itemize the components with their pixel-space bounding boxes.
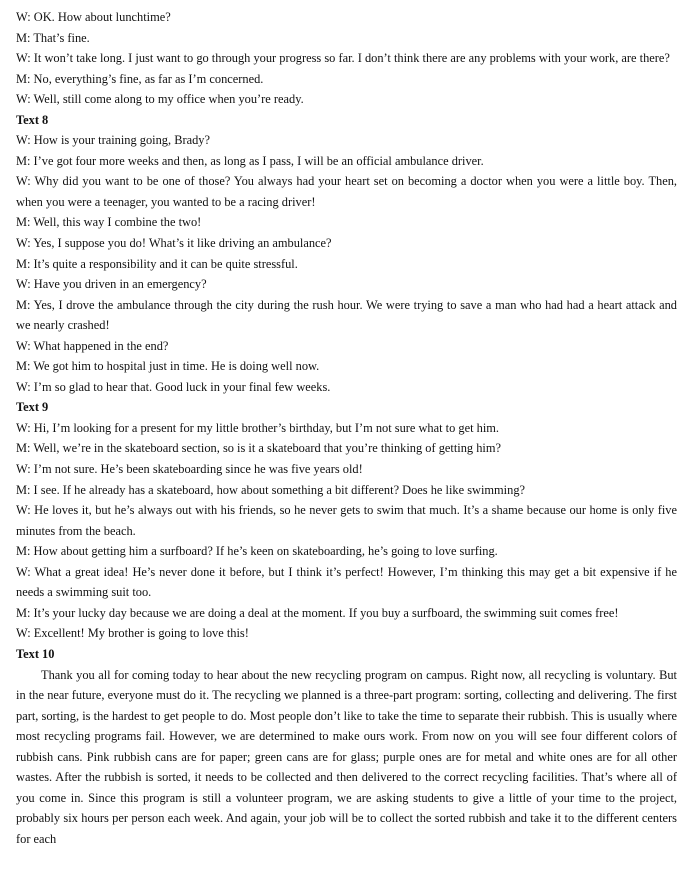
dialogue-line: W: Well, still come along to my office when you’re ready. [16,92,304,107]
dialogue-line: W: Hi, I’m looking for a present for my little brother’s birthday, but I’m not sure what to get him. [16,420,500,435]
monologue-paragraph: Thank you all for coming today to hear about the new recycling program on campus. Right now, all recycling is voluntary. But in the near future, everyone must do it. The recycling we planned is a three-part program: sorting, collecting and delivering. The first part, sorting, is the hardest to get people to do. Most people don’t like to take the time to separate their rubbish. This is usually where most recycling programs fail. However, we are determined to make ours work. From now on you will see four different colors of rubbish cans. Pink rubbish cans are for paper; green cans are for glass; purple ones are for metal and white ones are for all other wastes. After the rubbish is sorted, it needs to be collected and then delivered to the correct recycling facilities. That’s where all of you come in. Since this program is still a volunteer program, we are asking students to give a little of your time to the project, probably six hours per person each week. And again, your job will be to collect the sorted rubbish and take it to the different centers for each [16,667,677,846]
dialogue-line: W: What a great idea! He’s never done it before, but I think it’s perfect! However, I’m thinking this may get a bit expensive if he needs a swimming suit too. [16,564,677,600]
dialogue-line: W: It won’t take long. I just want to go through your progress so far. I don’t think there are any problems with your work, are there? [16,51,670,66]
dialogue-line: W: Have you driven in an emergency? [16,277,207,292]
dialogue-line: W: How is your training going, Brady? [16,133,210,148]
dialogue-line: M: Well, we’re in the skateboard section, so is it a skateboard that you’re thinking of getting him? [16,441,501,456]
dialogue-line: M: That’s fine. [16,30,90,45]
dialogue-line: W: Why did you want to be one of those? You always had your heart set on becoming a doctor when you were a little boy. Then, when you were a teenager, you wanted to be a racing driver! [16,174,677,209]
dialogue-line: M: Yes, I drove the ambulance through the city during the rush hour. We were trying to save a man who had had a heart attack and we nearly crashed! [16,297,677,333]
section-heading: Text 8 [16,112,49,127]
text-9-section [16,397,677,644]
dialogue-line: M: It’s your lucky day because we are doing a deal at the moment. If you buy a surfboard, the swimming suit comes free! [16,605,619,620]
dialogue-line: W: What happened in the end? [16,338,169,353]
dialogue-line: W: Excellent! My brother is going to love this! [16,626,249,641]
section-heading: Text 9 [16,400,49,415]
text-7-ending [16,7,677,110]
text-8-section [16,110,677,398]
dialogue-line: M: How about getting him a surfboard? If he’s keen on skateboarding, he’s going to love surfing. [16,544,498,559]
dialogue-line: M: We got him to hospital just in time. He is doing well now. [16,359,320,374]
dialogue-line: M: I’ve got four more weeks and then, as long as I pass, I will be an official ambulance driver. [16,153,484,168]
text-10-section [16,644,677,849]
dialogue-line: W: I’m so glad to hear that. Good luck in your final few weeks. [16,379,331,394]
section-heading: Text 10 [16,646,55,661]
dialogue-line: M: Well, this way I combine the two! [16,215,202,230]
dialogue-line: M: No, everything’s fine, as far as I’m concerned. [16,71,264,86]
dialogue-line: W: He loves it, but he’s always out with his friends, so he never gets to swim that much. It’s a shame because our home is only five minutes from the beach. [16,503,677,538]
dialogue-line: W: OK. How about lunchtime? [16,10,171,24]
dialogue-line: M: I see. If he already has a skateboard, how about something a bit different? Does he like swimming? [16,482,526,497]
dialogue-line: M: It’s quite a responsibility and it can be quite stressful. [16,256,298,271]
dialogue-line: W: I’m not sure. He’s been skateboarding since he was five years old! [16,462,363,477]
dialogue-line: W: Yes, I suppose you do! What’s it like driving an ambulance? [16,236,332,251]
